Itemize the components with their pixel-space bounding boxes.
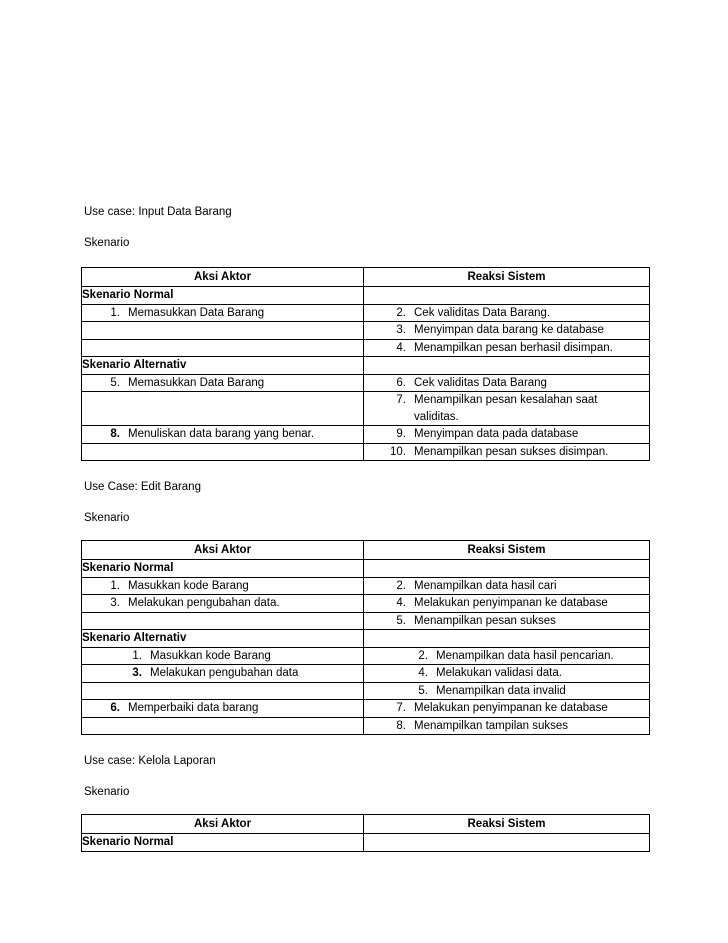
empty-cell bbox=[364, 287, 650, 305]
scenario-table-kelola-laporan bbox=[81, 814, 650, 852]
usecase-heading-edit-barang: Use Case: Edit Barang bbox=[84, 481, 201, 493]
table-row bbox=[82, 612, 650, 630]
table-row bbox=[82, 392, 650, 426]
system-step: 4. Melakukan validasi data. bbox=[418, 667, 562, 679]
section-label-alternativ: Skenario Alternativ bbox=[82, 630, 364, 648]
system-step: 3. Menyimpan data barang ke database bbox=[396, 324, 604, 336]
system-step: 9. Menyimpan data pada database bbox=[396, 428, 579, 440]
table-row bbox=[82, 443, 650, 461]
system-step: 5. Menampilkan pesan sukses bbox=[396, 614, 556, 627]
system-step: 7. Melakukan penyimpanan ke database bbox=[396, 702, 608, 714]
system-step: 4. Menampilkan pesan berhasil disimpan. bbox=[396, 341, 613, 354]
table-row bbox=[82, 647, 650, 665]
table-row bbox=[82, 682, 650, 700]
system-step: 5. Menampilkan data invalid bbox=[418, 684, 566, 697]
actor-step: 6. Memperbaiki data barang bbox=[110, 702, 259, 714]
section-label-alternativ: Skenario Alternativ bbox=[82, 357, 364, 375]
table-row bbox=[82, 577, 650, 595]
table-row bbox=[82, 339, 650, 357]
system-step: 2. Cek validitas Data Barang. bbox=[396, 306, 551, 319]
table-row bbox=[82, 374, 650, 392]
section-label-normal: Skenario Normal bbox=[82, 560, 364, 578]
col-header-aksi-aktor: Aksi Aktor bbox=[82, 268, 364, 287]
section-label-normal: Skenario Normal bbox=[82, 834, 364, 852]
system-step: 2. Menampilkan data hasil pencarian. bbox=[418, 649, 614, 662]
actor-step: 8. Menuliskan data barang yang benar. bbox=[110, 428, 315, 440]
col-header-reaksi-sistem: Reaksi Sistem bbox=[364, 541, 650, 560]
table-row bbox=[82, 700, 650, 718]
usecase-heading-kelola-laporan: Use case: Kelola Laporan bbox=[84, 755, 216, 767]
table-row bbox=[82, 304, 650, 322]
actor-step: 1. Masukkan kode Barang bbox=[110, 579, 249, 592]
section-label-normal: Skenario Normal bbox=[82, 287, 364, 305]
actor-step: 1. Masukkan kode Barang bbox=[132, 649, 271, 662]
table-row bbox=[82, 665, 650, 683]
actor-step: 1. Memasukkan Data Barang bbox=[110, 306, 265, 319]
table-row bbox=[82, 322, 650, 340]
system-step: 4. Melakukan penyimpanan ke database bbox=[396, 597, 608, 609]
usecase-heading-input-barang: Use case: Input Data Barang bbox=[84, 206, 232, 218]
skenario-label: Skenario bbox=[84, 512, 130, 524]
col-header-aksi-aktor: Aksi Aktor bbox=[82, 815, 364, 834]
system-step: 2. Menampilkan data hasil cari bbox=[396, 579, 557, 592]
scenario-table-input-barang bbox=[81, 267, 650, 461]
system-step: 8. Menampilkan tampilan sukses bbox=[396, 719, 569, 732]
scenario-table-edit-barang bbox=[81, 540, 650, 735]
actor-step: 5. Memasukkan Data Barang bbox=[110, 376, 265, 389]
skenario-label: Skenario bbox=[84, 237, 130, 249]
table-row bbox=[82, 595, 650, 613]
col-header-reaksi-sistem: Reaksi Sistem bbox=[364, 815, 650, 834]
table-row bbox=[82, 717, 650, 735]
skenario-label: Skenario bbox=[84, 786, 130, 798]
table-row bbox=[82, 426, 650, 444]
col-header-reaksi-sistem: Reaksi Sistem bbox=[364, 268, 650, 287]
system-step: 10. Menampilkan pesan sukses disimpan. bbox=[390, 445, 609, 458]
actor-step: 3. Melakukan pengubahan data bbox=[132, 667, 299, 679]
system-step: 7. Menampilkan pesan kesalahan saat validitas. bbox=[396, 394, 598, 423]
actor-step: 3. Melakukan pengubahan data. bbox=[110, 597, 280, 609]
system-step: 6. Cek validitas Data Barang bbox=[396, 376, 547, 389]
col-header-aksi-aktor: Aksi Aktor bbox=[82, 541, 364, 560]
